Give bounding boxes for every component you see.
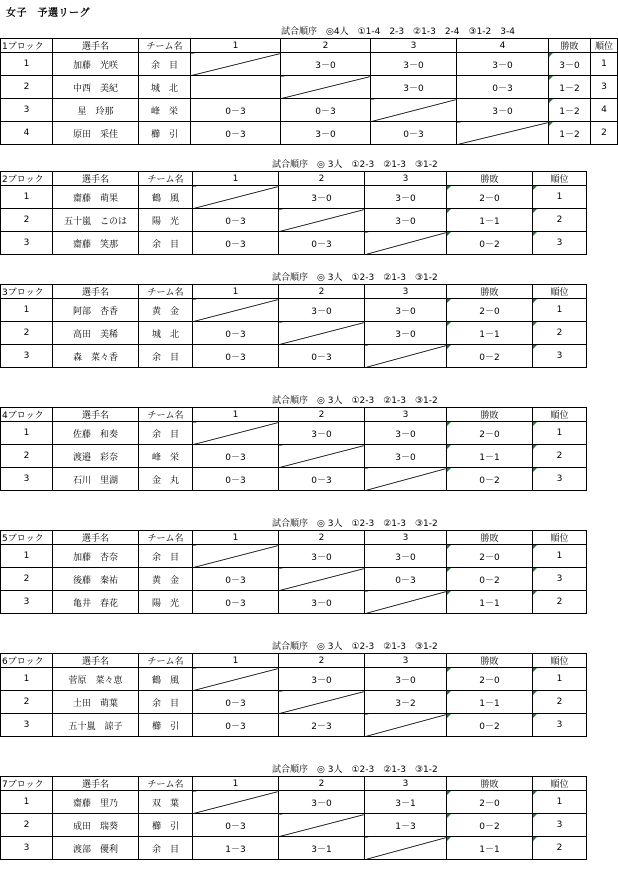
win-loss: 2－0	[447, 545, 533, 568]
match-result: 3－0	[371, 76, 457, 99]
win-loss: 0－2	[447, 468, 533, 491]
self-match-cell	[281, 76, 371, 99]
team-name: 陽 光	[139, 209, 193, 232]
column-header: 2	[279, 172, 365, 186]
player-number: 4	[1, 122, 53, 145]
match-result: 0－3	[191, 122, 281, 145]
table-row	[1, 545, 587, 568]
rank: 1	[533, 422, 587, 445]
column-header: 2ブロック	[1, 172, 53, 186]
match-result: 3－0	[279, 791, 365, 814]
match-result: 0－3	[193, 714, 279, 737]
win-loss: 0－2	[447, 345, 533, 368]
match-result: 0－3	[279, 232, 365, 255]
self-match-cell	[365, 714, 447, 737]
table-row	[1, 232, 587, 255]
column-header: 選手名	[53, 285, 139, 299]
team-name: 余 目	[139, 691, 193, 714]
rank: 1	[533, 668, 587, 691]
rank: 1	[591, 53, 618, 76]
rank: 2	[591, 122, 618, 145]
match-result: 3－0	[365, 209, 447, 232]
match-result: 3－0	[279, 668, 365, 691]
self-match-cell	[365, 232, 447, 255]
column-header: 3	[365, 777, 447, 791]
win-loss: 2－0	[447, 422, 533, 445]
rank: 2	[533, 322, 587, 345]
win-loss: 3－0	[549, 53, 591, 76]
table-header-row	[1, 777, 587, 791]
player-name: 石川 里湖	[53, 468, 139, 491]
table-header-row	[1, 39, 618, 53]
column-header: 3	[365, 285, 447, 299]
player-name: 渡部 優利	[53, 837, 139, 860]
player-number: 3	[1, 714, 53, 737]
match-result: 0－3	[193, 468, 279, 491]
team-name: 黄 金	[139, 299, 193, 322]
table-header-row	[1, 531, 587, 545]
table-row	[1, 668, 587, 691]
player-number: 3	[1, 591, 53, 614]
team-name: 余 目	[139, 232, 193, 255]
table-row	[1, 837, 587, 860]
self-match-cell	[365, 591, 447, 614]
rank: 1	[533, 545, 587, 568]
column-header: 3	[365, 408, 447, 422]
win-loss: 0－2	[447, 814, 533, 837]
column-header: 1	[193, 408, 279, 422]
match-result: 0－3	[193, 445, 279, 468]
column-header: 2	[279, 408, 365, 422]
match-result: 0－3	[193, 345, 279, 368]
player-name: 渡邉 彩奈	[53, 445, 139, 468]
column-header: 1	[193, 285, 279, 299]
table-row	[1, 714, 587, 737]
win-loss: 0－2	[447, 232, 533, 255]
match-result: 0－3	[191, 99, 281, 122]
player-name: 土田 萌葉	[53, 691, 139, 714]
column-header: 選手名	[53, 654, 139, 668]
rank: 3	[533, 568, 587, 591]
column-header: 3	[365, 531, 447, 545]
column-header: 1	[193, 172, 279, 186]
table-row	[1, 322, 587, 345]
team-name: 櫛 引	[139, 122, 191, 145]
win-loss: 2－0	[447, 668, 533, 691]
match-result: 3－2	[365, 691, 447, 714]
player-name: 齋藤 里乃	[53, 791, 139, 814]
player-number: 2	[1, 445, 53, 468]
player-number: 1	[1, 422, 53, 445]
match-result: 3－0	[281, 53, 371, 76]
player-number: 3	[1, 837, 53, 860]
table-header-row	[1, 654, 587, 668]
match-result: 0－3	[457, 76, 549, 99]
column-header: チーム名	[139, 285, 193, 299]
match-result: 0－3	[193, 568, 279, 591]
column-header: チーム名	[139, 777, 193, 791]
player-name: 五十嵐 このは	[53, 209, 139, 232]
table-row	[1, 568, 587, 591]
column-header: 順位	[533, 531, 587, 545]
column-header: 2	[279, 777, 365, 791]
player-name: 森 菜々香	[53, 345, 139, 368]
table-row	[1, 591, 587, 614]
match-result: 3－0	[279, 422, 365, 445]
team-name: 双 葉	[139, 791, 193, 814]
column-header: 勝敗	[549, 39, 591, 53]
column-header: 6ブロック	[1, 654, 53, 668]
match-result: 3－1	[365, 791, 447, 814]
table-header-row	[1, 408, 587, 422]
self-match-cell	[193, 186, 279, 209]
column-header: 選手名	[53, 408, 139, 422]
match-result: 0－3	[193, 209, 279, 232]
match-result: 1－3	[193, 837, 279, 860]
player-name: 加藤 杏奈	[53, 545, 139, 568]
player-number: 2	[1, 568, 53, 591]
match-result	[191, 76, 281, 99]
column-header: 4ブロック	[1, 408, 53, 422]
team-name: 峰 栄	[139, 445, 193, 468]
player-name: 菅原 菜々恵	[53, 668, 139, 691]
self-match-cell	[193, 791, 279, 814]
self-match-cell	[279, 568, 365, 591]
rank: 2	[533, 209, 587, 232]
rank: 2	[533, 837, 587, 860]
win-loss: 1－2	[549, 122, 591, 145]
win-loss: 1－1	[447, 837, 533, 860]
player-number: 1	[1, 668, 53, 691]
self-match-cell	[193, 299, 279, 322]
win-loss: 1－1	[447, 445, 533, 468]
match-result: 3－0	[279, 186, 365, 209]
self-match-cell	[279, 814, 365, 837]
table-row	[1, 691, 587, 714]
match-result: 2－3	[279, 714, 365, 737]
win-loss: 1－1	[447, 209, 533, 232]
match-result: 0－3	[193, 232, 279, 255]
league-table	[0, 284, 587, 368]
match-result: 3－0	[279, 545, 365, 568]
league-table	[0, 776, 587, 860]
player-name: 成田 瑞葵	[53, 814, 139, 837]
self-match-cell	[371, 99, 457, 122]
column-header: 3	[365, 172, 447, 186]
player-name: 阿部 杏香	[53, 299, 139, 322]
column-header: 3	[365, 654, 447, 668]
rank: 2	[533, 445, 587, 468]
win-loss: 1－1	[447, 591, 533, 614]
match-result: 0－3	[279, 468, 365, 491]
table-header-row	[1, 285, 587, 299]
player-name: 中西 美紀	[53, 76, 139, 99]
table-row	[1, 791, 587, 814]
column-header: 順位	[533, 777, 587, 791]
player-number: 3	[1, 99, 53, 122]
team-name: 陽 光	[139, 591, 193, 614]
player-number: 1	[1, 186, 53, 209]
self-match-cell	[365, 468, 447, 491]
column-header: 勝敗	[447, 285, 533, 299]
table-row	[1, 99, 618, 122]
rank: 1	[533, 299, 587, 322]
column-header: 3	[371, 39, 457, 53]
column-header: 勝敗	[447, 531, 533, 545]
win-loss: 0－2	[447, 714, 533, 737]
match-result: 0－3	[193, 591, 279, 614]
team-name: 余 目	[139, 837, 193, 860]
match-order: 試合順序 ◎ 3人 ①2-3 ②1-3 ③1-2	[272, 519, 438, 529]
column-header: 勝敗	[447, 777, 533, 791]
player-number: 2	[1, 322, 53, 345]
self-match-cell	[193, 668, 279, 691]
match-result: 3－0	[365, 445, 447, 468]
rank: 3	[533, 468, 587, 491]
table-row	[1, 814, 587, 837]
column-header: 4	[457, 39, 549, 53]
match-result: 3－0	[365, 299, 447, 322]
column-header: 順位	[533, 285, 587, 299]
match-order: 試合順序 ◎ 3人 ①2-3 ②1-3 ③1-2	[272, 642, 438, 652]
rank: 2	[533, 591, 587, 614]
player-number: 2	[1, 209, 53, 232]
match-result: 3－0	[365, 322, 447, 345]
column-header: チーム名	[139, 172, 193, 186]
win-loss: 2－0	[447, 299, 533, 322]
match-result: 0－3	[193, 322, 279, 345]
column-header: チーム名	[139, 408, 193, 422]
rank: 1	[533, 791, 587, 814]
match-result: 3－1	[279, 837, 365, 860]
rank: 3	[533, 714, 587, 737]
league-table	[0, 653, 587, 737]
self-match-cell	[193, 422, 279, 445]
table-row	[1, 186, 587, 209]
team-name: 余 目	[139, 545, 193, 568]
player-name: 後藤 秦祐	[53, 568, 139, 591]
rank: 3	[533, 814, 587, 837]
column-header: 1ブロック	[1, 39, 53, 53]
column-header: 2	[279, 285, 365, 299]
rank: 3	[533, 232, 587, 255]
team-name: 城 北	[139, 76, 191, 99]
match-result: 3－0	[365, 422, 447, 445]
player-name: 原田 采佳	[53, 122, 139, 145]
match-result: 3－0	[457, 99, 549, 122]
column-header: 1	[191, 39, 281, 53]
match-result: 3－0	[279, 299, 365, 322]
table-row	[1, 76, 618, 99]
column-header: チーム名	[139, 654, 193, 668]
self-match-cell	[365, 345, 447, 368]
column-header: 勝敗	[447, 408, 533, 422]
player-number: 2	[1, 76, 53, 99]
player-name: 佐藤 和奏	[53, 422, 139, 445]
match-order: 試合順序 ◎ 3人 ①2-3 ②1-3 ③1-2	[272, 160, 438, 170]
player-name: 五十嵐 諒子	[53, 714, 139, 737]
player-name: 高田 美稀	[53, 322, 139, 345]
player-name: 齋藤 萌果	[53, 186, 139, 209]
match-result: 1－3	[365, 814, 447, 837]
self-match-cell	[457, 122, 549, 145]
team-name: 余 目	[139, 53, 191, 76]
match-result: 3－0	[365, 668, 447, 691]
table-row	[1, 122, 618, 145]
match-order: 試合順序 ◎ 3人 ①2-3 ②1-3 ③1-2	[272, 765, 438, 775]
column-header: 5ブロック	[1, 531, 53, 545]
player-number: 3	[1, 232, 53, 255]
table-header-row	[1, 172, 587, 186]
player-name: 亀井 春花	[53, 591, 139, 614]
self-match-cell	[365, 837, 447, 860]
rank: 2	[533, 691, 587, 714]
column-header: 1	[193, 654, 279, 668]
self-match-cell	[191, 53, 281, 76]
team-name: 櫛 引	[139, 814, 193, 837]
table-row	[1, 445, 587, 468]
column-header: チーム名	[139, 39, 191, 53]
match-result: 3－0	[371, 53, 457, 76]
table-row	[1, 53, 618, 76]
win-loss: 2－0	[447, 186, 533, 209]
column-header: 順位	[591, 39, 618, 53]
table-row	[1, 422, 587, 445]
column-header: 2	[281, 39, 371, 53]
self-match-cell	[279, 322, 365, 345]
match-result: 3－0	[457, 53, 549, 76]
match-result: 3－0	[365, 545, 447, 568]
column-header: 選手名	[53, 39, 139, 53]
column-header: 勝敗	[447, 172, 533, 186]
win-loss: 1－2	[549, 99, 591, 122]
team-name: 余 目	[139, 345, 193, 368]
table-row	[1, 299, 587, 322]
match-order: 試合順序 ◎4人 ①1-4 2-3 ②1-3 2-4 ③1-2 3-4	[281, 27, 515, 37]
table-row	[1, 345, 587, 368]
match-result: 0－3	[279, 345, 365, 368]
rank: 4	[591, 99, 618, 122]
column-header: 1	[193, 777, 279, 791]
player-number: 1	[1, 53, 53, 76]
match-result: 3－0	[279, 591, 365, 614]
player-number: 2	[1, 691, 53, 714]
team-name: 鶴 風	[139, 186, 193, 209]
self-match-cell	[279, 691, 365, 714]
column-header: 1	[193, 531, 279, 545]
win-loss: 1－1	[447, 322, 533, 345]
column-header: 2	[279, 531, 365, 545]
team-name: 鶴 風	[139, 668, 193, 691]
league-table	[0, 171, 587, 255]
team-name: 城 北	[139, 322, 193, 345]
column-header: 選手名	[53, 531, 139, 545]
player-number: 3	[1, 345, 53, 368]
team-name: 黄 金	[139, 568, 193, 591]
player-name: 齋藤 笑那	[53, 232, 139, 255]
column-header: 順位	[533, 408, 587, 422]
column-header: 2	[279, 654, 365, 668]
match-order: 試合順序 ◎ 3人 ①2-3 ②1-3 ③1-2	[272, 273, 438, 283]
match-result: 0－3	[365, 568, 447, 591]
player-number: 2	[1, 814, 53, 837]
column-header: 選手名	[53, 777, 139, 791]
column-header: 選手名	[53, 172, 139, 186]
self-match-cell	[193, 545, 279, 568]
player-number: 3	[1, 468, 53, 491]
column-header: 勝敗	[447, 654, 533, 668]
league-table	[0, 530, 587, 614]
team-name: 峰 栄	[139, 99, 191, 122]
player-name: 加藤 光咲	[53, 53, 139, 76]
self-match-cell	[279, 445, 365, 468]
table-row	[1, 209, 587, 232]
team-name: 余 目	[139, 422, 193, 445]
player-number: 1	[1, 791, 53, 814]
match-result: 3－0	[281, 122, 371, 145]
rank: 3	[591, 76, 618, 99]
player-number: 1	[1, 299, 53, 322]
win-loss: 0－2	[447, 568, 533, 591]
win-loss: 1－1	[447, 691, 533, 714]
match-result: 0－3	[371, 122, 457, 145]
win-loss: 2－0	[447, 791, 533, 814]
win-loss: 1－2	[549, 76, 591, 99]
league-table	[0, 38, 618, 145]
match-order: 試合順序 ◎ 3人 ①2-3 ②1-3 ③1-2	[272, 396, 438, 406]
match-result: 0－3	[193, 691, 279, 714]
page-title: 女子 予選リーグ	[6, 8, 90, 19]
match-result: 0－3	[193, 814, 279, 837]
rank: 1	[533, 186, 587, 209]
rank: 3	[533, 345, 587, 368]
column-header: 7ブロック	[1, 777, 53, 791]
player-number: 1	[1, 545, 53, 568]
table-row	[1, 468, 587, 491]
player-name: 星 玲那	[53, 99, 139, 122]
league-table	[0, 407, 587, 491]
team-name: 金 丸	[139, 468, 193, 491]
column-header: 3ブロック	[1, 285, 53, 299]
match-result: 3－0	[365, 186, 447, 209]
self-match-cell	[279, 209, 365, 232]
column-header: チーム名	[139, 531, 193, 545]
team-name: 櫛 引	[139, 714, 193, 737]
match-result: 0－3	[281, 99, 371, 122]
column-header: 順位	[533, 654, 587, 668]
column-header: 順位	[533, 172, 587, 186]
